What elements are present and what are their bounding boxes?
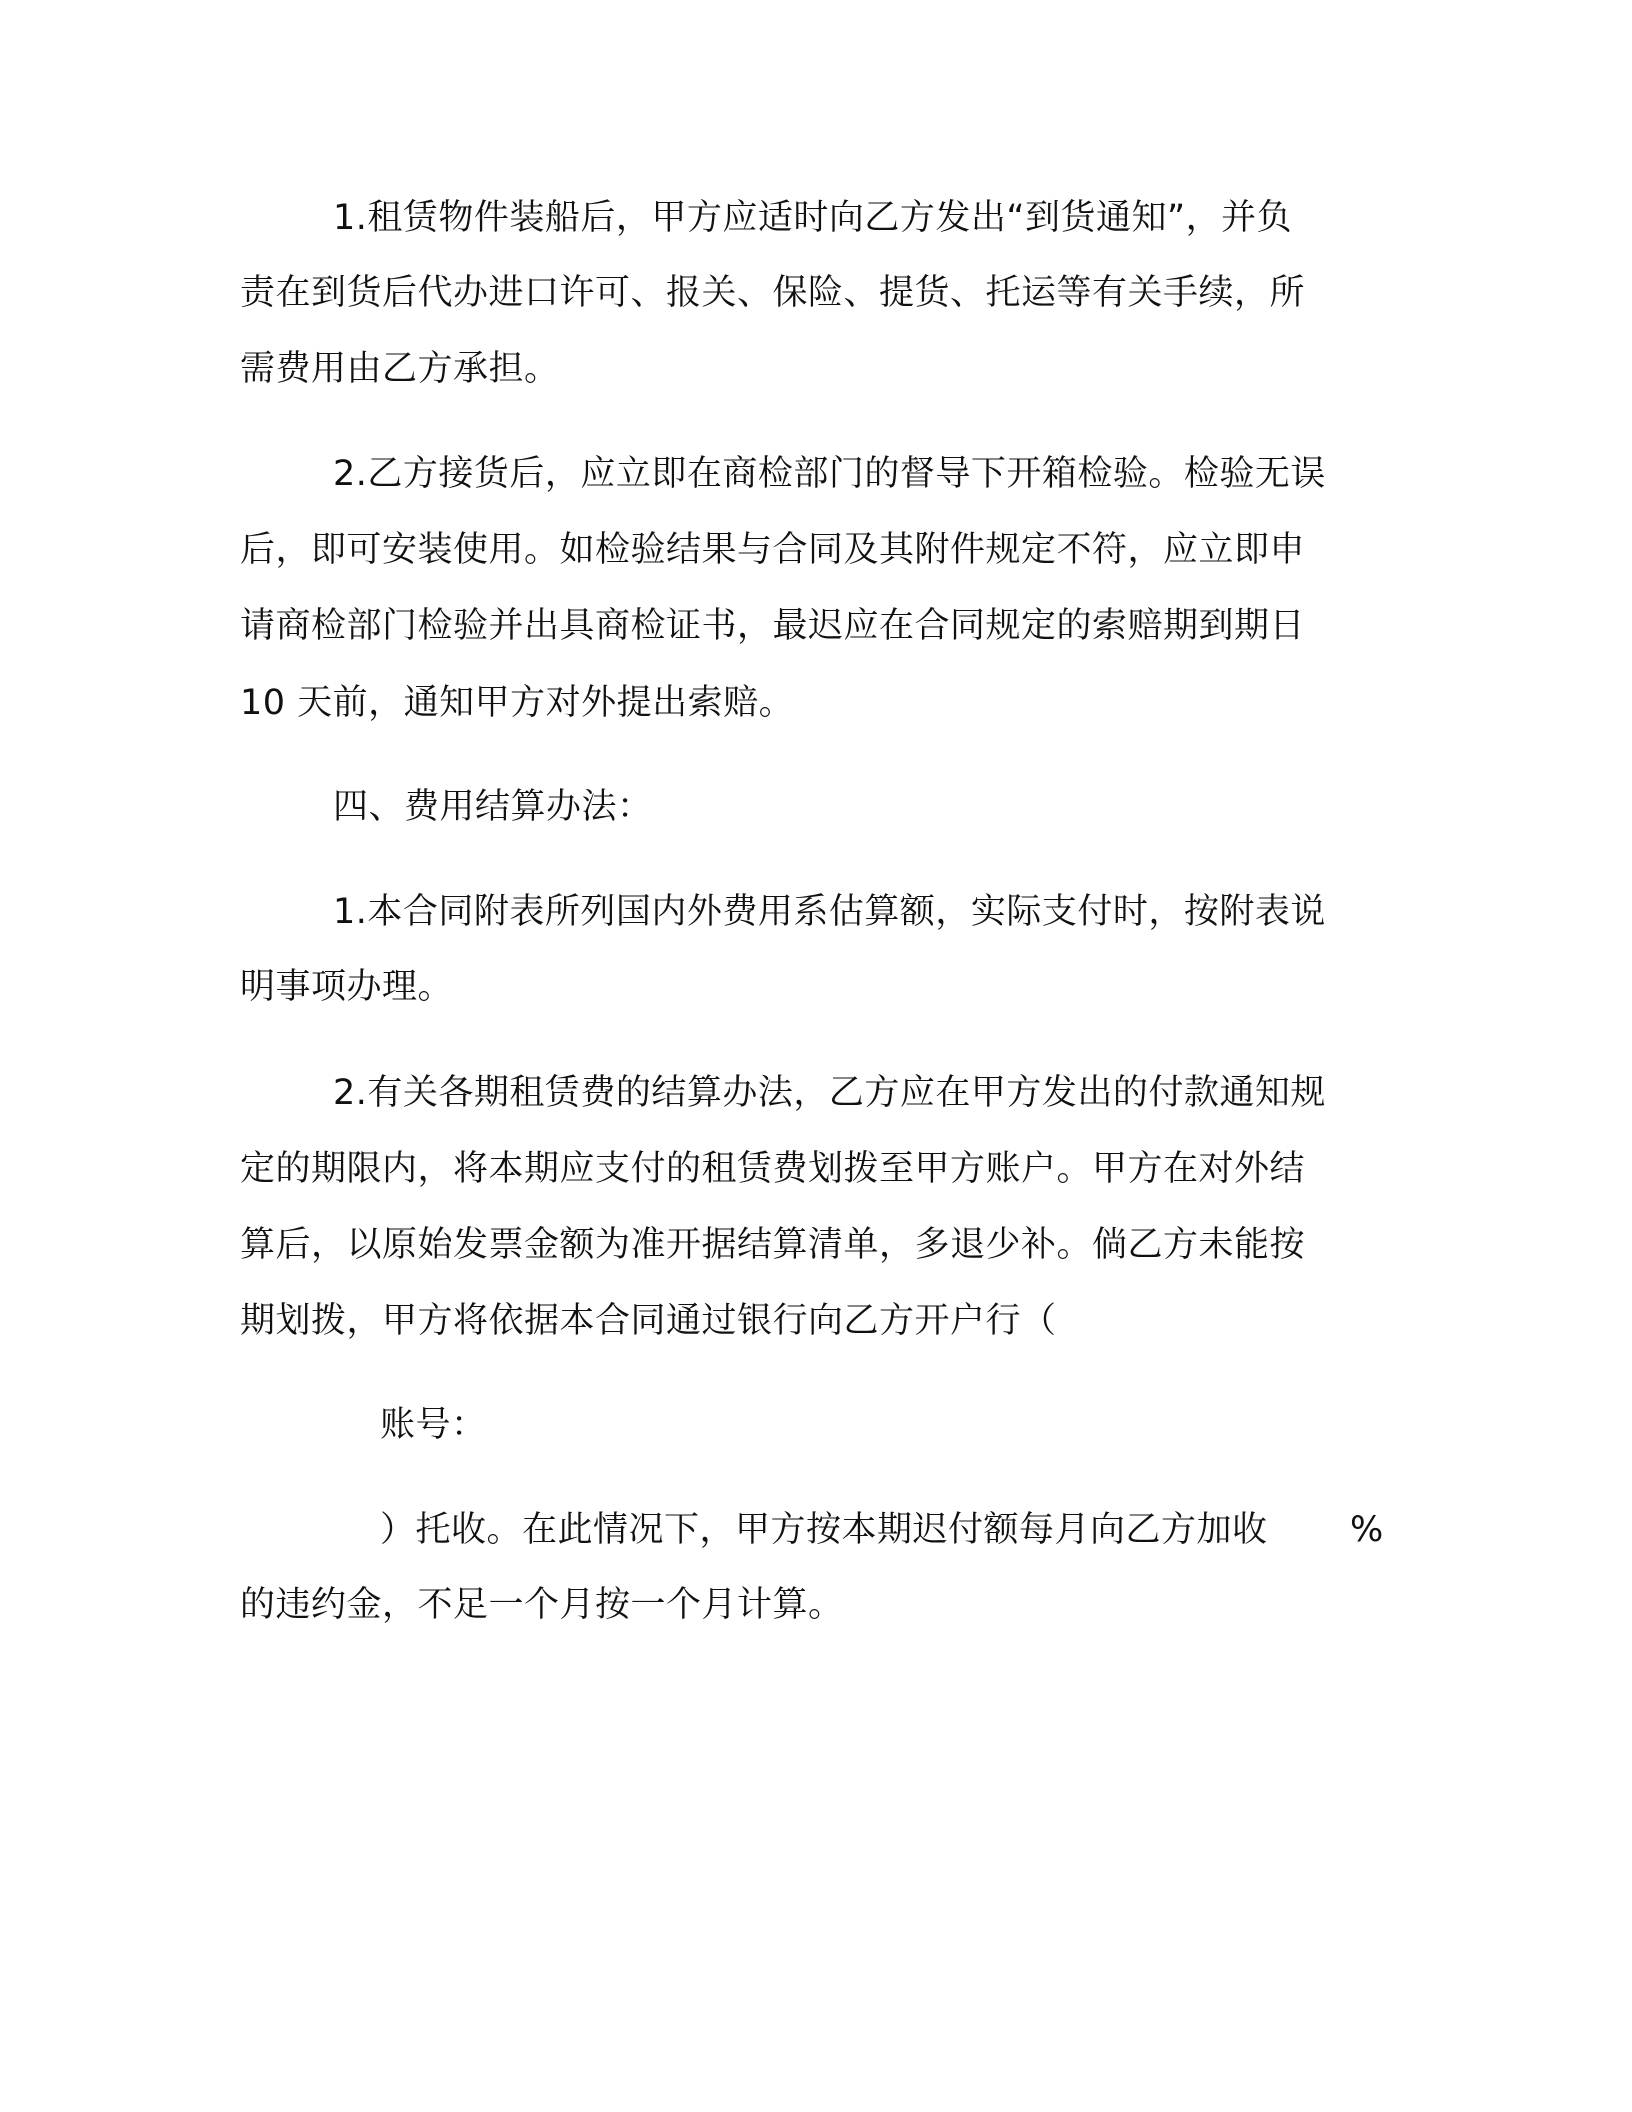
para-3-line-2: 明事项办理。 — [240, 967, 454, 1007]
para-2-line-1: 2.乙方接货后，应立即在商检部门的督导下开箱检验。检验无误 — [333, 454, 1326, 494]
percent-sign: % — [1350, 1510, 1384, 1550]
para-1-line-3: 需费用由乙方承担。 — [240, 349, 560, 389]
section-heading: 四、费用结算办法： — [333, 787, 653, 827]
para-2-line-3: 请商检部门检验并出具商检证书，最迟应在合同规定的索赔期到期日 — [240, 606, 1306, 646]
para-4-line-1: 2.有关各期租赁费的结算办法，乙方应在甲方发出的付款通知规 — [333, 1073, 1326, 1113]
para-1-line-2: 责在到货后代办进口许可、报关、保险、提货、托运等有关手续，所 — [240, 273, 1306, 313]
account-number-line: 账号： — [380, 1405, 487, 1445]
penalty-line: 的违约金，不足一个月按一个月计算。 — [240, 1585, 844, 1625]
para-4-line-3: 算后，以原始发票金额为准开据结算清单，多退少补。倘乙方未能按 — [240, 1225, 1306, 1265]
para-3-line-1: 1.本合同附表所列国内外费用系估算额，实际支付时，按附表说 — [333, 892, 1326, 932]
para-4-line-4: 期划拨，甲方将依据本合同通过银行向乙方开户行（ — [240, 1301, 1057, 1341]
para-1-line-1: 1.租赁物件装船后，甲方应适时向乙方发出“到货通知”，并负 — [333, 198, 1293, 238]
para-2-line-4: 10 天前，通知甲方对外提出索赔。 — [240, 683, 795, 723]
para-2-line-2: 后，即可安装使用。如检验结果与合同及其附件规定不符，应立即申 — [240, 530, 1306, 570]
para-4-line-2: 定的期限内，将本期应支付的租赁费划拨至甲方账户。甲方在对外结 — [240, 1149, 1306, 1189]
collection-line: ）托收。在此情况下，甲方按本期迟付额每月向乙方加收 — [380, 1510, 1268, 1550]
